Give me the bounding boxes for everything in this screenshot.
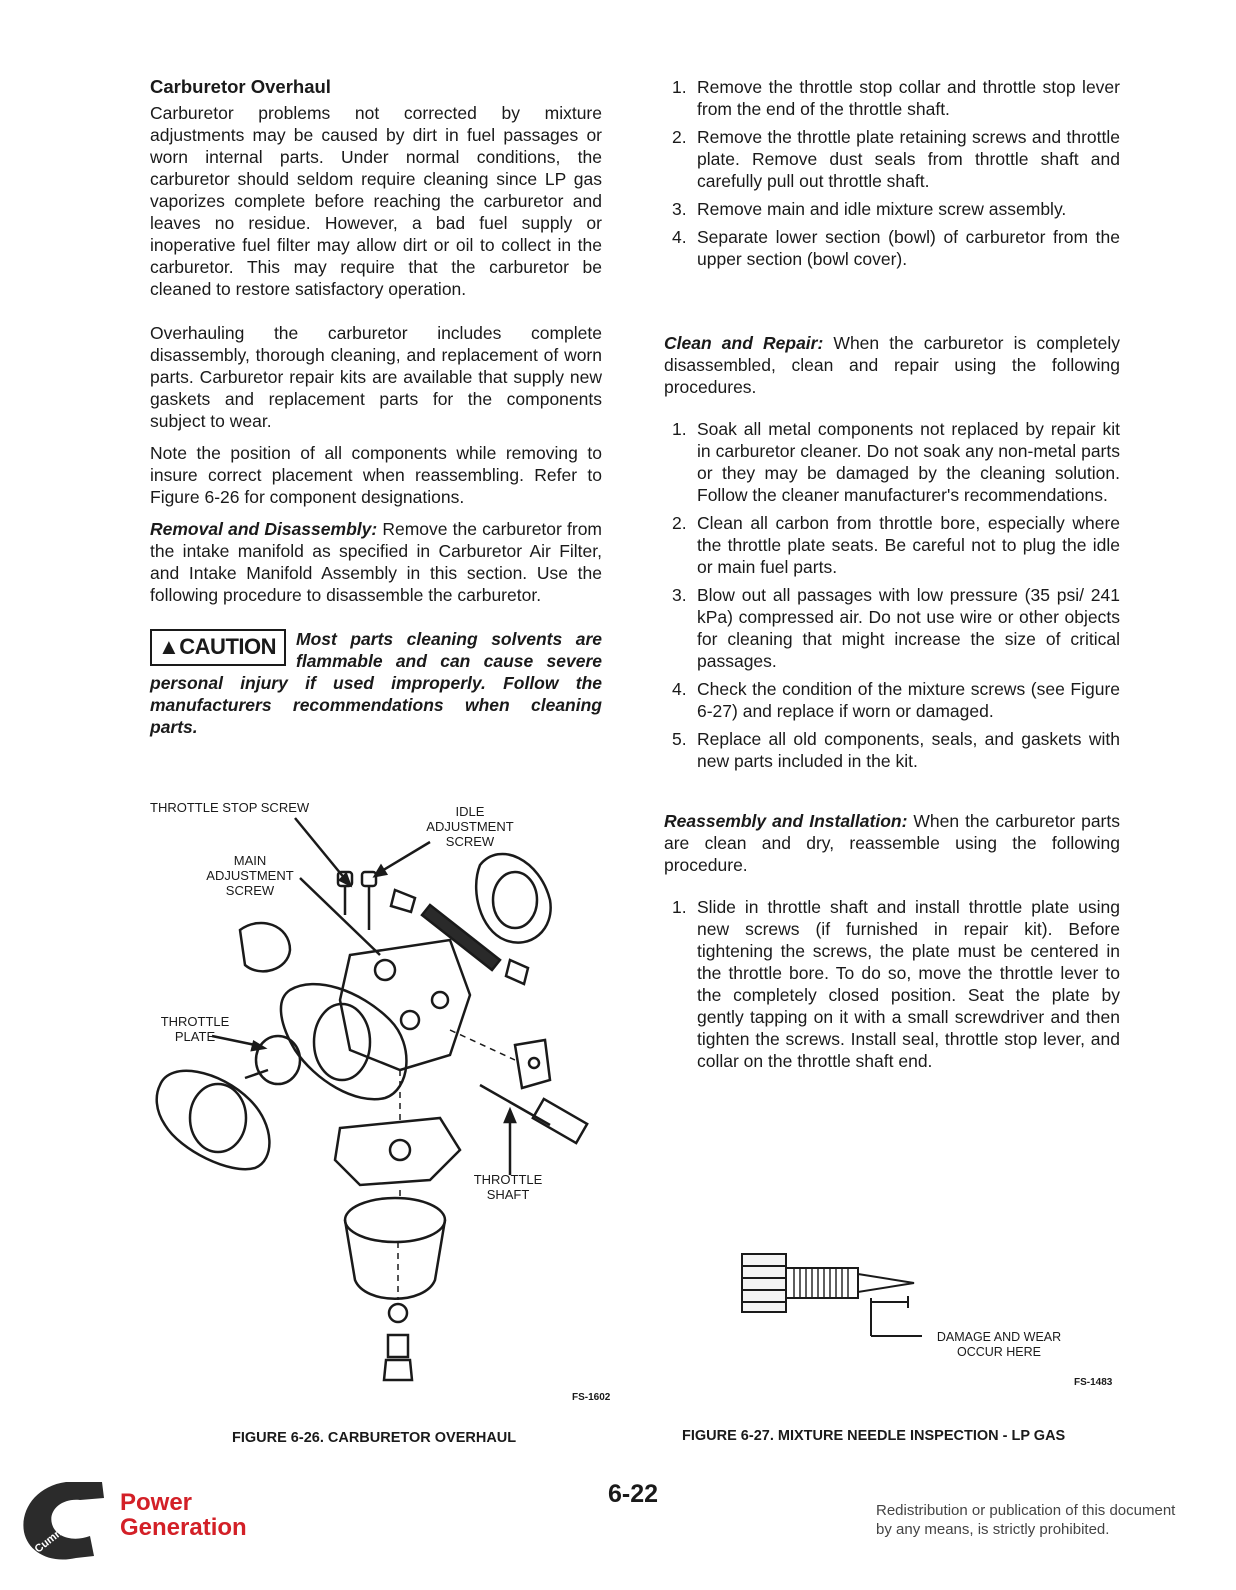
section-title: Carburetor Overhaul	[150, 76, 331, 97]
caution-notice	[150, 628, 602, 738]
clean-paragraph	[664, 332, 1120, 398]
step-text: Remove main and idle mixture screw assembly.	[697, 199, 1067, 219]
notice-line-1: Redistribution or publication of this document	[876, 1502, 1176, 1519]
step-number: 2.	[672, 127, 687, 147]
clean-lead: Clean and Repair:	[664, 333, 824, 353]
step-number: 3.	[672, 199, 687, 219]
left-column	[150, 76, 602, 738]
step-number: 1.	[672, 419, 687, 439]
page-number: 6-22	[608, 1480, 659, 1508]
brand-name	[120, 1490, 247, 1540]
list-item	[664, 512, 1120, 578]
redistribution-notice	[876, 1501, 1175, 1539]
removal-lead: Removal and Disassembly:	[150, 519, 378, 539]
label-damage-and-wear: DAMAGE AND WEAR OCCUR HERE	[936, 1330, 1062, 1359]
step-text: Check the condition of the mixture screws (see Figure 6-27) and replace if worn or damaged.	[697, 679, 1120, 721]
removal-text: Remove the carburetor from the intake manifold as specified in Carburetor Air Filter, and Intake Manifold Assembly in this section. Use the following procedure to disassemble the carburetor.	[150, 519, 602, 605]
logo-text: Cummins	[32, 1515, 80, 1556]
disassembly-steps	[664, 76, 1120, 270]
caution-text: Most parts cleaning solvents are flammable and can cause severe personal injury if used improperly. Follow the manufacturers recommendations when cleaning parts.	[150, 629, 602, 737]
clean-text: When the carburetor is completely disassembled, clean and repair using the following procedures.	[664, 333, 1120, 397]
notice-line-2: by any means, is strictly prohibited.	[876, 1521, 1110, 1538]
clean-steps	[664, 418, 1120, 772]
reassembly-steps	[664, 896, 1120, 1072]
list-item	[664, 584, 1120, 672]
label-throttle-plate: THROTTLE PLATE	[160, 1014, 230, 1044]
figure-626-caption: FIGURE 6-26. CARBURETOR OVERHAUL	[232, 1430, 517, 1446]
right-column	[664, 76, 1120, 1078]
brand-line-1: Power	[120, 1489, 193, 1516]
mixture-needle-diagram	[736, 1246, 936, 1356]
step-text: Remove the throttle stop collar and throttle stop lever from the end of the throttle shaft.	[697, 77, 1120, 119]
note-paragraph: Note the position of all components while removing to insure correct placement when reassembling. Refer to Figure 6-26 for component designations.	[150, 443, 602, 507]
step-text: Separate lower section (bowl) of carburetor from the upper section (bowl cover).	[697, 227, 1120, 269]
removal-paragraph	[150, 518, 602, 606]
brand-line-2: Generation	[120, 1514, 247, 1541]
label-throttle-shaft: THROTTLE SHAFT	[473, 1172, 543, 1202]
list-item	[664, 198, 1120, 220]
step-text: Slide in throttle shaft and install throttle plate using new screws (if furnished in repair kit). Before tightening the screws, the plate must be centered in the throttle bore. To do so, move the throttle lever to the completely closed position. Seat the plate by gently tapping on it with a small screwdriver and then tighten the screws. Install seal, throttle stop lever, and collar on the throttle shaft end.	[697, 897, 1120, 1071]
label-main-adjustment-screw: MAIN ADJUSTMENT SCREW	[206, 853, 294, 898]
figure-626-code: FS-1602	[572, 1392, 611, 1403]
list-item	[664, 126, 1120, 192]
step-text: Blow out all passages with low pressure (35 psi/ 241 kPa) compressed air. Do not use wire or other objects for cleaning that might increase the size of critical passages.	[697, 585, 1120, 671]
step-text: Replace all old components, seals, and gaskets with new parts included in the kit.	[697, 729, 1120, 771]
label-idle-adjustment-screw: IDLE ADJUSTMENT SCREW	[426, 804, 514, 849]
step-number: 5.	[672, 729, 687, 749]
step-text: Remove the throttle plate retaining screws and throttle plate. Remove dust seals from throttle shaft and carefully pull out throttle shaft.	[697, 127, 1120, 191]
cummins-logo	[14, 1478, 124, 1564]
step-number: 1.	[672, 77, 687, 97]
reassembly-lead: Reassembly and Installation:	[664, 811, 908, 831]
reassembly-paragraph	[664, 810, 1120, 876]
label-throttle-stop-screw: THROTTLE STOP SCREW	[150, 800, 310, 815]
step-number: 2.	[672, 513, 687, 533]
step-text: Soak all metal components not replaced by repair kit in carburetor cleaner. Do not soak any non-metal parts or they may be damaged by the cleaning solution. Follow the cleaner manufacturer's recommendations.	[697, 419, 1120, 505]
overhaul-paragraph: Overhauling the carburetor includes complete disassembly, thorough cleaning, and replacement of worn parts. Carburetor repair kits are available that supply new gaskets and replacement parts for the components subject to wear.	[150, 323, 602, 431]
figure-627-caption: FIGURE 6-27. MIXTURE NEEDLE INSPECTION - LP GAS	[682, 1428, 1066, 1444]
list-item	[664, 678, 1120, 722]
list-item	[664, 728, 1120, 772]
list-item	[664, 418, 1120, 506]
intro-paragraph: Carburetor problems not corrected by mixture adjustments may be caused by dirt in fuel passages or worn internal parts. Under normal conditions, the carburetor should seldom require cleaning since LP gas vaporizes complete before reaching the carburetor and leaves no residue. However, a bad fuel supply or inoperative fuel filter may allow dirt or oil to collect in the carburetor. This may require that the carburetor be cleaned to restore satisfactory operation.	[150, 103, 602, 299]
figure-627-code: FS-1483	[1074, 1377, 1113, 1388]
list-item	[664, 76, 1120, 120]
step-number: 4.	[672, 227, 687, 247]
caution-label: ▲CAUTION	[150, 629, 286, 666]
step-number: 3.	[672, 585, 687, 605]
list-item	[664, 896, 1120, 1072]
step-number: 1.	[672, 897, 687, 917]
step-number: 4.	[672, 679, 687, 699]
step-text: Clean all carbon from throttle bore, especially where the throttle plate seats. Be careful not to plug the idle or main fuel parts.	[697, 513, 1120, 577]
list-item	[664, 226, 1120, 270]
reassembly-text: When the carburetor parts are clean and dry, reassemble using the following procedure.	[664, 811, 1120, 875]
